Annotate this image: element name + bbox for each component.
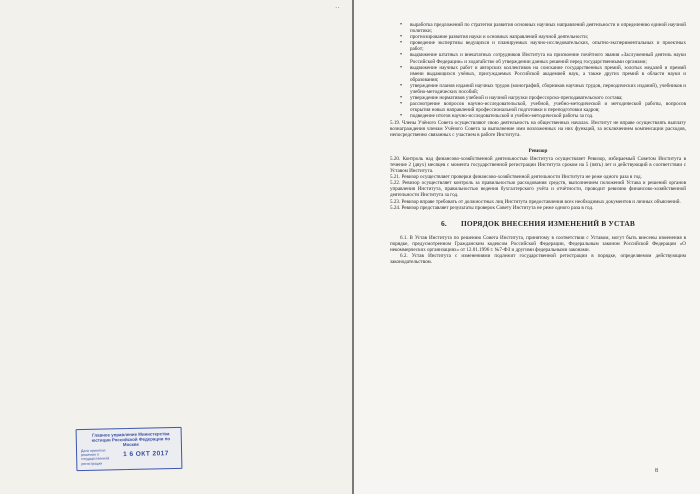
list-item: • подведение итогов научно-исследовательской и учебно-методической работы за год. (400, 113, 686, 119)
paragraph-5-19: 5.19. Члены Учёного Совета осуществляют свою деятельность на общественных началах. Институт не вправе осуществлять выплату вознаграждения членам Учёного Совета за выполнение ими возложенных на них функций, за исключением компенсации расходов, непосредственно связанных с участием в работе Института. (390, 119, 686, 138)
paragraph-5-24: 5.24. Ревизор представляет результаты проверок Совету Института не реже одного раза в год. (390, 204, 594, 211)
section-heading (390, 218, 686, 228)
stamp-subtitle: Дата принятия решения о государственной регистрации (80, 448, 110, 466)
section-title: ПОРЯДОК ВНЕСЕНИЯ ИЗМЕНЕНИЙ В УСТАВ (460, 218, 636, 228)
list-item: • прогнозирование развития науки и основных направлений научной деятельности; (400, 34, 686, 40)
paragraph-5-22: 5.22. Ревизор осуществляет контроль за правильностью расходования средств, выполнением положений Устава и решений органов управления Института, правильностью ведения бухгалтерского учёта и отчётности, проводит ревизию финансово-хозяйственной деятельности Института за год. (390, 180, 686, 199)
list-item: • рассмотрение вопросов научно-исследовательской, учебной, учебно-методической и методической работы, вопросов открытия новых направлений профессиональной подготовки и переподготовки кадров; (400, 101, 686, 113)
list-item: • проведение экспертизы ведущихся и планируемых научно-исследовательских, опытно-экспериментальных и проектных работ; (400, 40, 686, 52)
section-number: 6. (440, 218, 447, 228)
list-item: • выработка предложений по стратегии развития основных научных направлений деятельности и определению единой научной политики; (400, 22, 686, 34)
stamp-title: Главное управление Министерства юстиции Российской Федерации по Москве (91, 431, 171, 448)
paragraph-6-2: 6.2. Устав Института с изменениями подлежит государственной регистрации в порядке, определяемом действующим законодательством. (390, 253, 686, 266)
list-item: • выдвижение научных работ и авторских коллективов на соискание государственных премий, золотых медалей и премий имени выдающихся учёных, присуждаемых Российской академией наук, а также других премий в области науки и образования; (400, 65, 686, 83)
document-content (390, 22, 686, 265)
list-item: • утверждение нормативов учебной и научной нагрузки профессорско-преподавательского состава; (400, 95, 686, 101)
paragraph-5-23: 5.23. Ревизор вправе требовать от должностных лиц Института предоставления всех необходимых документов и личных объяснений. (390, 198, 681, 205)
paragraph-6-1: 6.1. В Устав Института по решению Совета Института, принятому в соответствии с Уставом, могут быть внесены изменения в порядке, предусмотренном Гражданским кодексом Российской Федерации, Федеральным законом Российской Федерации «О некоммерческих организациях» от 12.01.1996 г. №7-ФЗ и другими федеральными законами. (390, 234, 686, 253)
stamp-date: 1 6 ОКТ 2017 (123, 450, 169, 459)
revisor-heading: Ревизор (528, 147, 548, 154)
paragraph-5-21: 5.21. Ревизор осуществляет проверки финансово-хозяйственной деятельности Института не реже одного раза в год. (390, 174, 642, 181)
list-item: • утверждение планов изданий научных трудов (монографий, сборников научных трудов, периодических изданий), учебников и учебно-методических пособий; (400, 83, 686, 95)
registration-stamp (76, 427, 183, 471)
corner-mark: ·· (335, 4, 340, 12)
page-number: 8 (655, 468, 658, 474)
council-functions-list (400, 22, 686, 120)
list-item: • выдвижение штатных и внештатных сотрудников Института на присвоение почётного звания «Заслуженный деятель науки Российской Федерации» и ходатайство об утверждении данных решений перед государственными органами; (400, 52, 686, 64)
paragraph-5-20: 5.20. Контроль над финансово-хозяйственной деятельностью Института осуществляет Ревизор, избираемый Советом Института в течение 2 (двух) месяцев с момента государственной регистрации Института сроком на 5 (пять) лет и действующий в соответствии с Уставом Института. (390, 155, 686, 175)
